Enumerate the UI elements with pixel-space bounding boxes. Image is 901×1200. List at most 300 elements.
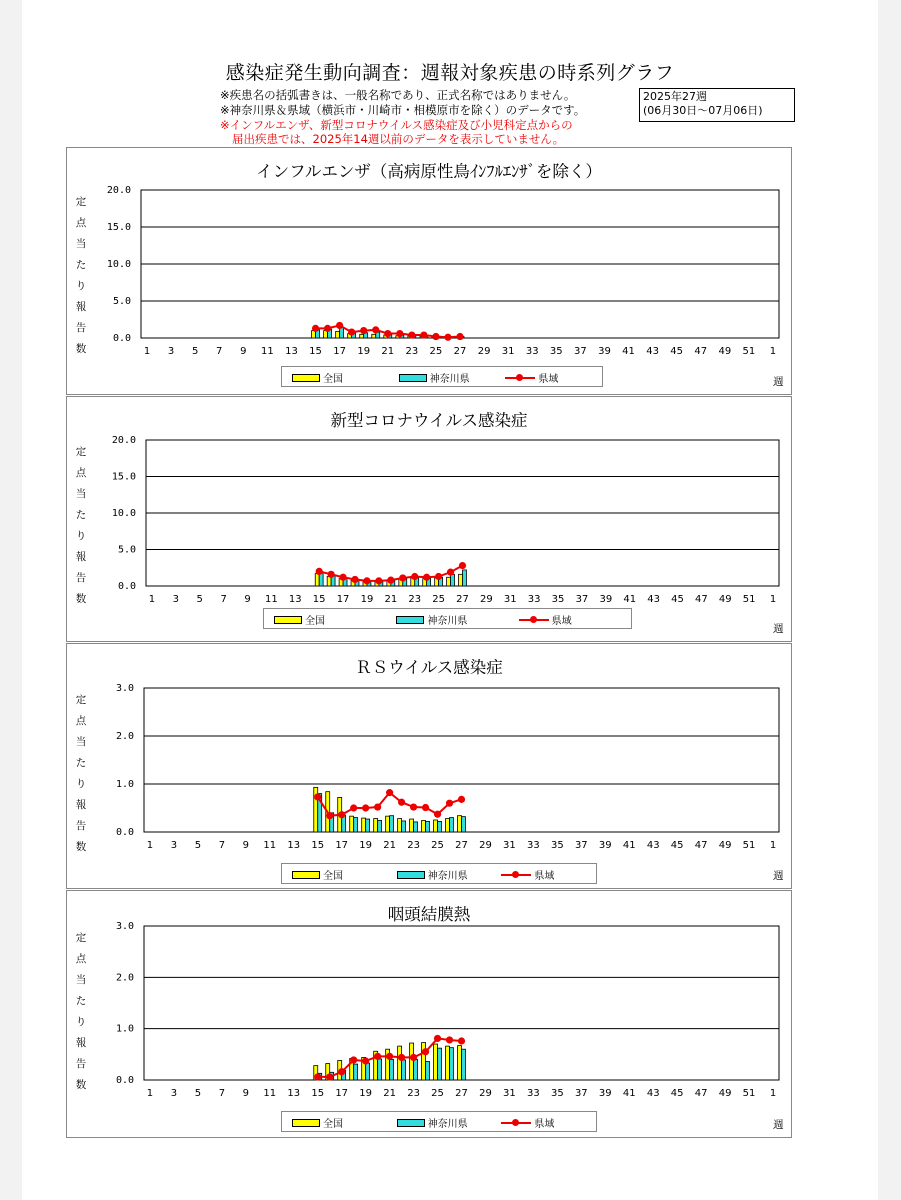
y-tick-label: 0.0 — [117, 581, 136, 592]
point-region — [422, 1048, 429, 1055]
legend-label: 神奈川県 — [427, 616, 468, 627]
x-tick-label: 37 — [574, 840, 588, 851]
y-tick-label: 20.0 — [111, 435, 136, 446]
y-axis-label-char: 点 — [75, 467, 87, 479]
x-tick-label: 21 — [383, 840, 396, 851]
point-region — [314, 1073, 321, 1080]
bar-kanagawa — [340, 328, 344, 338]
legend-line-marker — [501, 1117, 531, 1128]
x-tick-label: 1 — [143, 346, 151, 357]
bar-national — [422, 820, 426, 832]
point-region — [375, 577, 382, 584]
x-tick-label: 7 — [218, 840, 226, 851]
point-region — [374, 803, 381, 810]
legend-swatch — [399, 374, 427, 382]
x-tick-label: 37 — [574, 346, 587, 357]
y-tick-label: 15.0 — [106, 222, 131, 233]
x-tick-label: 1 — [769, 346, 777, 357]
y-axis-label-char: た — [75, 509, 87, 521]
point-region — [423, 574, 430, 581]
y-axis-label-char: り — [75, 1016, 87, 1028]
x-tick-label: 25 — [431, 840, 444, 851]
x-tick-label: 15 — [312, 594, 326, 605]
point-region — [420, 331, 427, 338]
y-axis-label-char: 当 — [75, 974, 87, 986]
x-tick-label: 15 — [311, 1088, 325, 1099]
bar-national — [350, 816, 354, 832]
note-data-scope: ※神奈川県＆県域（横浜市・川崎市・相模原市を除く）のデータです。 — [220, 103, 586, 117]
y-axis-label-char: 点 — [75, 715, 87, 727]
y-axis-label-char: 告 — [75, 820, 87, 832]
bar-national — [458, 816, 462, 832]
x-tick-label: 49 — [718, 594, 732, 605]
x-tick-label: 43 — [647, 594, 660, 605]
legend-label: 県域 — [534, 1119, 555, 1130]
legend-label: 全国 — [323, 871, 343, 882]
y-axis-label-char: 定 — [75, 196, 87, 208]
bar-national — [362, 818, 366, 832]
point-region — [314, 793, 321, 800]
y-axis-label-char: 報 — [75, 799, 87, 811]
point-region — [350, 804, 357, 811]
bar-national — [315, 574, 319, 586]
bar-kanagawa — [378, 820, 382, 832]
note-warning-line2: 届出疾患では、2025年14週以前のデータを表示していません。 — [232, 132, 565, 146]
chart-panel-influenza — [66, 147, 792, 395]
bar-kanagawa — [402, 821, 406, 832]
legend-label: 県域 — [534, 871, 555, 882]
point-region — [326, 1073, 333, 1080]
y-tick-label: 2.0 — [115, 972, 134, 984]
x-tick-label: 21 — [384, 594, 398, 605]
x-tick-label: 1 — [769, 1088, 777, 1099]
bar-kanagawa — [390, 816, 394, 832]
point-region — [434, 811, 441, 818]
point-region — [422, 804, 429, 811]
point-region — [351, 576, 358, 583]
bar-kanagawa — [450, 818, 454, 832]
point-region — [362, 804, 369, 811]
x-tick-label: 23 — [408, 594, 422, 605]
x-tick-label: 13 — [288, 594, 302, 605]
point-region — [410, 1054, 417, 1061]
x-tick-label: 41 — [622, 1088, 636, 1099]
x-tick-label: 39 — [599, 594, 613, 605]
x-tick-label: 9 — [240, 346, 247, 357]
x-tick-label: 1 — [769, 594, 777, 605]
x-tick-label: 3 — [170, 840, 178, 851]
y-tick-label: 15.0 — [111, 471, 136, 483]
x-tick-label: 1 — [148, 594, 156, 605]
y-axis-label-char: 数 — [75, 841, 87, 853]
x-tick-label: 21 — [383, 1088, 396, 1099]
legend-kanagawa — [396, 612, 467, 627]
y-tick-label: 1.0 — [115, 1023, 134, 1035]
x-tick-label: 5 — [196, 594, 203, 605]
point-region — [444, 334, 451, 341]
y-axis-label-char: り — [75, 280, 87, 292]
legend-label: 全国 — [323, 1119, 343, 1130]
chart-legend — [281, 366, 603, 387]
bar-national — [458, 1046, 462, 1080]
point-region — [374, 1053, 381, 1060]
x-tick-label: 17 — [333, 346, 346, 357]
y-axis-label-char: 定 — [75, 932, 87, 944]
x-tick-label: 15 — [309, 346, 322, 357]
x-tick-label: 11 — [261, 346, 274, 357]
legend-swatch — [397, 1119, 425, 1127]
y-axis-label-char: た — [75, 995, 87, 1007]
x-tick-label: 39 — [598, 840, 612, 851]
page-title: 感染症発生動向調査：週報対象疾患の時系列グラフ — [225, 62, 675, 84]
x-tick-label: 35 — [550, 1088, 564, 1099]
x-tick-label: 17 — [336, 594, 350, 605]
legend-region — [519, 612, 572, 627]
point-region — [408, 331, 415, 338]
legend-region — [505, 370, 558, 385]
chart-plot — [67, 148, 791, 394]
x-tick-label: 19 — [360, 594, 374, 605]
bar-national — [446, 1046, 450, 1080]
legend-kanagawa — [399, 370, 470, 385]
legend-national — [292, 867, 343, 882]
x-tick-label: 19 — [359, 840, 373, 851]
x-tick-label: 27 — [456, 594, 469, 605]
point-region — [432, 333, 439, 340]
bar-national — [410, 819, 414, 832]
bar-kanagawa — [438, 821, 442, 832]
bar-national — [374, 819, 378, 832]
x-tick-label: 43 — [646, 1088, 660, 1099]
y-tick-label: 0.0 — [115, 827, 134, 838]
legend-region — [501, 867, 554, 882]
x-tick-label: 31 — [501, 346, 515, 357]
legend-kanagawa — [397, 867, 468, 882]
x-tick-label: 47 — [694, 346, 708, 357]
x-tick-label: 45 — [670, 346, 684, 357]
point-region — [312, 325, 319, 332]
legend-national — [274, 612, 325, 627]
x-tick-label: 31 — [503, 840, 516, 851]
x-tick-label: 51 — [742, 594, 756, 605]
x-tick-label: 25 — [429, 346, 443, 357]
report-week-box — [639, 88, 795, 122]
x-tick-label: 1 — [146, 1088, 154, 1099]
x-tick-label: 29 — [477, 346, 491, 357]
point-region — [435, 573, 442, 580]
legend-national — [292, 1115, 343, 1130]
legend-label: 神奈川県 — [427, 871, 468, 882]
chart-panel-rsv — [66, 643, 792, 889]
y-axis-label-char: 数 — [75, 1079, 87, 1091]
x-axis-unit: 週 — [773, 1119, 784, 1131]
y-axis-label-char: り — [75, 778, 87, 790]
x-tick-label: 37 — [574, 1088, 588, 1099]
x-axis-unit: 週 — [773, 376, 784, 388]
y-axis-label-char: 告 — [75, 572, 87, 584]
x-tick-label: 27 — [455, 1088, 468, 1099]
bar-national — [446, 819, 450, 832]
point-region — [446, 1036, 453, 1043]
x-tick-label: 29 — [480, 594, 493, 605]
x-tick-label: 13 — [285, 346, 298, 357]
bar-kanagawa — [402, 1060, 406, 1080]
x-tick-label: 3 — [167, 346, 175, 357]
legend-swatch — [292, 1119, 320, 1127]
x-tick-label: 41 — [622, 346, 635, 357]
bar-national — [410, 1043, 414, 1080]
y-tick-label: 1.0 — [115, 779, 134, 790]
point-region — [386, 1053, 393, 1060]
y-axis-label-char: り — [75, 530, 87, 542]
x-tick-label: 25 — [431, 1088, 444, 1099]
x-tick-label: 11 — [263, 840, 277, 851]
x-tick-label: 39 — [598, 346, 611, 357]
x-tick-label: 35 — [550, 840, 564, 851]
x-tick-label: 23 — [407, 1088, 420, 1099]
legend-swatch — [292, 374, 320, 382]
x-tick-label: 33 — [527, 840, 540, 851]
y-tick-label: 3.0 — [115, 921, 134, 932]
y-axis-label-char: 報 — [75, 551, 87, 563]
chart-legend — [281, 863, 597, 884]
x-tick-label: 23 — [405, 346, 419, 357]
point-region — [363, 577, 370, 584]
x-tick-label: 1 — [146, 840, 154, 851]
x-tick-label: 15 — [311, 840, 325, 851]
y-axis-label-char: 定 — [75, 446, 87, 458]
bar-kanagawa — [414, 822, 418, 832]
x-tick-label: 11 — [263, 1088, 277, 1099]
y-tick-label: 0.0 — [112, 333, 131, 344]
legend-national — [292, 370, 343, 385]
bar-kanagawa — [354, 818, 358, 832]
bar-national — [386, 816, 390, 832]
point-region — [362, 1057, 369, 1064]
point-region — [316, 568, 323, 575]
point-region — [446, 800, 453, 807]
x-tick-label: 39 — [598, 1088, 612, 1099]
x-tick-label: 9 — [244, 594, 251, 605]
x-tick-label: 33 — [527, 1088, 540, 1099]
y-axis-label-char: 当 — [75, 488, 87, 500]
y-axis-label-char: 定 — [75, 694, 87, 706]
y-axis-label-char: 報 — [75, 1037, 87, 1049]
bar-national — [434, 1044, 438, 1080]
point-region — [386, 789, 393, 796]
y-axis-label-char: 数 — [75, 343, 87, 355]
point-region — [339, 574, 346, 581]
x-tick-label: 41 — [622, 840, 636, 851]
point-region — [396, 330, 403, 337]
x-tick-label: 7 — [216, 346, 223, 357]
x-tick-label: 49 — [718, 1088, 732, 1099]
x-tick-label: 37 — [575, 594, 589, 605]
x-tick-label: 3 — [170, 1088, 178, 1099]
bar-kanagawa — [354, 1064, 358, 1080]
y-tick-label: 10.0 — [106, 259, 131, 270]
point-region — [456, 333, 463, 340]
point-region — [372, 326, 379, 333]
y-axis-label-char: 報 — [75, 301, 87, 313]
point-region — [398, 1054, 405, 1061]
bar-kanagawa — [450, 1048, 454, 1080]
x-tick-label: 23 — [407, 840, 420, 851]
chart-panel-covid — [66, 396, 792, 642]
chart-plot — [67, 397, 791, 641]
x-tick-label: 21 — [381, 346, 395, 357]
x-tick-label: 13 — [287, 1088, 301, 1099]
point-region — [458, 796, 465, 803]
point-region — [338, 811, 345, 818]
y-tick-label: 5.0 — [112, 296, 131, 307]
x-tick-label: 45 — [670, 1088, 684, 1099]
y-tick-label: 10.0 — [111, 508, 136, 519]
bar-national — [447, 577, 451, 586]
point-region — [458, 1037, 465, 1044]
bar-kanagawa — [366, 1063, 370, 1080]
point-region — [336, 322, 343, 329]
chart-plot — [67, 891, 791, 1137]
point-region — [338, 1068, 345, 1075]
x-tick-label: 19 — [359, 1088, 373, 1099]
y-axis-label-char: 当 — [75, 736, 87, 748]
legend-swatch — [397, 871, 425, 879]
x-tick-label: 27 — [455, 840, 468, 851]
x-tick-label: 1 — [769, 840, 777, 851]
x-tick-label: 9 — [242, 840, 250, 851]
point-region — [410, 803, 417, 810]
legend-label: 県域 — [551, 616, 572, 627]
bar-kanagawa — [366, 819, 370, 832]
bar-kanagawa — [438, 1048, 442, 1080]
chart-title: ＲＳウイルス感染症 — [355, 658, 503, 677]
y-tick-label: 20.0 — [106, 185, 131, 196]
x-tick-label: 7 — [220, 594, 227, 605]
x-tick-label: 43 — [646, 840, 660, 851]
x-axis-unit: 週 — [773, 623, 784, 635]
legend-label: 全国 — [323, 374, 343, 385]
x-tick-label: 47 — [694, 1088, 708, 1099]
legend-label: 神奈川県 — [429, 374, 470, 385]
bar-kanagawa — [378, 1059, 382, 1080]
x-tick-label: 51 — [742, 1088, 756, 1099]
point-region — [459, 562, 466, 569]
point-region — [384, 330, 391, 337]
chart-plot — [67, 644, 791, 888]
bar-national — [372, 334, 376, 338]
point-region — [360, 327, 367, 334]
y-tick-label: 0.0 — [115, 1075, 134, 1086]
y-axis-label-char: た — [75, 757, 87, 769]
x-tick-label: 29 — [479, 840, 492, 851]
y-axis-label-char: 告 — [75, 1058, 87, 1070]
x-tick-label: 35 — [549, 346, 563, 357]
bar-national — [459, 574, 463, 586]
x-tick-label: 43 — [646, 346, 659, 357]
point-region — [328, 571, 335, 578]
x-tick-label: 33 — [525, 346, 539, 357]
plot-frame — [144, 688, 779, 832]
report-week-range: (06月30日〜07月06日) — [643, 104, 763, 117]
bar-national — [360, 334, 364, 338]
point-region — [324, 325, 331, 332]
x-tick-label: 31 — [503, 594, 517, 605]
x-tick-label: 47 — [694, 840, 708, 851]
x-tick-label: 3 — [172, 594, 180, 605]
x-tick-label: 17 — [335, 840, 349, 851]
legend-label: 全国 — [305, 616, 325, 627]
point-region — [387, 577, 394, 584]
chart-panel-pcf — [66, 890, 792, 1138]
chart-legend — [263, 608, 632, 629]
x-axis-unit: 週 — [773, 870, 784, 882]
bar-kanagawa — [462, 817, 466, 832]
legend-label: 神奈川県 — [427, 1119, 468, 1130]
x-tick-label: 27 — [453, 346, 467, 357]
x-tick-label: 5 — [194, 1088, 202, 1099]
chart-legend — [281, 1111, 597, 1132]
bar-national — [422, 1043, 426, 1080]
x-tick-label: 47 — [695, 594, 708, 605]
x-tick-label: 13 — [287, 840, 301, 851]
point-region — [348, 328, 355, 335]
x-tick-label: 29 — [479, 1088, 492, 1099]
x-tick-label: 9 — [242, 1088, 250, 1099]
bar-national — [327, 577, 331, 586]
point-region — [350, 1056, 357, 1063]
y-tick-label: 5.0 — [117, 544, 136, 556]
legend-region — [501, 1115, 554, 1130]
bar-kanagawa — [451, 574, 455, 586]
y-axis-label-char: 点 — [75, 217, 87, 229]
y-axis-label-char: 数 — [75, 593, 87, 605]
x-tick-label: 35 — [551, 594, 565, 605]
x-tick-label: 7 — [218, 1088, 226, 1099]
x-tick-label: 5 — [191, 346, 199, 357]
x-tick-label: 51 — [742, 346, 756, 357]
point-region — [411, 573, 418, 580]
bar-kanagawa — [426, 1062, 430, 1080]
y-axis-label-char: 当 — [75, 238, 87, 250]
legend-kanagawa — [397, 1115, 468, 1130]
bar-national — [398, 819, 402, 832]
legend-label: 県域 — [538, 374, 559, 385]
x-tick-label: 11 — [265, 594, 278, 605]
x-tick-label: 31 — [503, 1088, 516, 1099]
x-tick-label: 25 — [432, 594, 445, 605]
bar-kanagawa — [426, 821, 430, 832]
chart-title: 新型コロナウイルス感染症 — [330, 411, 528, 430]
y-axis-label-char: 点 — [75, 953, 87, 965]
legend-line-marker — [519, 614, 549, 625]
chart-title: インフルエンザ（高病原性鳥ｲﾝﾌﾙｴﾝｻﾞを除く） — [256, 162, 602, 181]
y-tick-label: 2.0 — [115, 731, 134, 742]
point-region — [434, 1035, 441, 1042]
point-region — [399, 574, 406, 581]
x-tick-label: 49 — [718, 346, 732, 357]
bar-kanagawa — [414, 1059, 418, 1080]
bar-kanagawa — [462, 1049, 466, 1080]
y-axis-label-char: 告 — [75, 322, 87, 334]
x-tick-label: 5 — [194, 840, 202, 851]
x-tick-label: 45 — [670, 840, 684, 851]
x-tick-label: 33 — [527, 594, 541, 605]
note-disease-names: ※疾患名の括弧書きは、一般名称であり、正式名称ではありません。 — [220, 88, 576, 102]
report-week: 2025年27週 — [643, 90, 707, 103]
chart-title: 咽頭結膜熱 — [387, 905, 471, 924]
x-tick-label: 51 — [742, 840, 756, 851]
